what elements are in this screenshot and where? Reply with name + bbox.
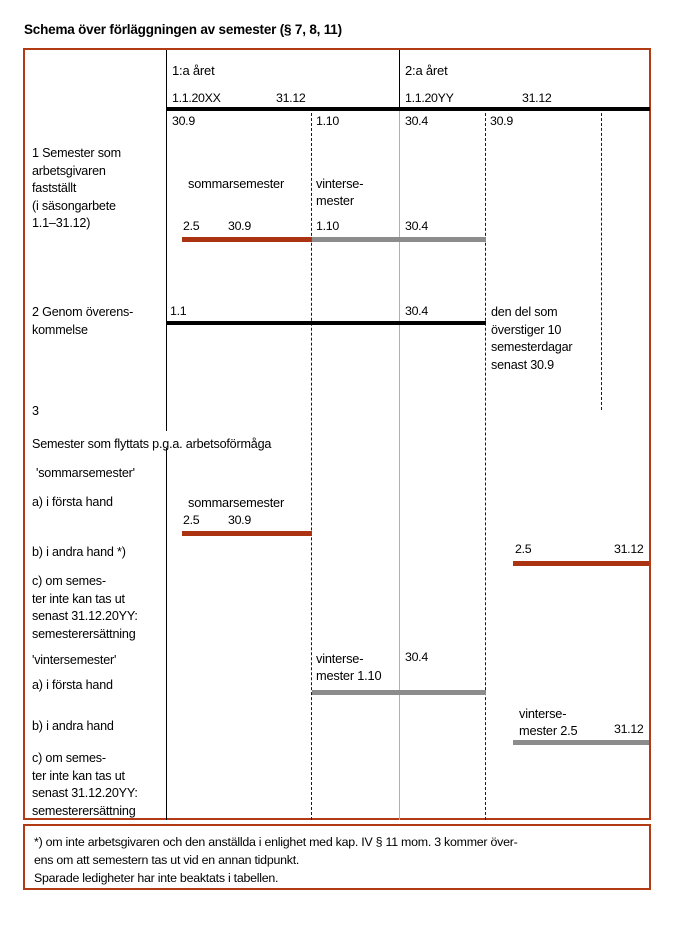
row3-summer-c-line-2: senast 31.12.20YY: bbox=[32, 609, 138, 623]
row2-label-line1: 2 Genom överens- bbox=[32, 305, 134, 319]
column-divider-dashed-3 bbox=[601, 108, 602, 410]
row1-mark-2: 30.4 bbox=[405, 114, 428, 128]
column-divider-dashed-1 bbox=[311, 108, 312, 820]
row2-bar-end: 30.4 bbox=[405, 304, 428, 318]
timeline-axis bbox=[166, 107, 650, 111]
schedule-figure bbox=[23, 48, 651, 820]
row3-summer-a-label: a) i första hand bbox=[32, 495, 113, 509]
row3-winter-c-line-1: ter inte kan tas ut bbox=[32, 768, 125, 783]
row3-winter-b-bar bbox=[513, 740, 649, 745]
column-divider-dashed-2 bbox=[485, 108, 486, 820]
row2-note-line-1: överstiger 10 bbox=[491, 322, 562, 337]
footnote-line-2: ens om att semestern tas ut vid en annan tidpunkt. bbox=[34, 853, 300, 867]
row2-label-line2: kommelse bbox=[32, 322, 88, 337]
row2-bar-start: 1.1 bbox=[170, 304, 187, 318]
footnote-line-3: Sparade ledigheter har inte beaktats i tabellen. bbox=[34, 871, 279, 885]
row3-summer-c-line-3: semesterersättning bbox=[32, 626, 136, 641]
row3-winter-group-label: 'vintersemester' bbox=[32, 653, 117, 667]
row3-summer-b-label: b) i andra hand *) bbox=[32, 545, 126, 559]
footnote-line-1: *) om inte arbetsgivaren och den anställda i enlighet med kap. IV § 11 mom. 3 kommer över- bbox=[34, 835, 518, 849]
row3-winter-b-bar-name-line1: vinterse- bbox=[519, 706, 567, 721]
row1-winter-bar bbox=[312, 237, 486, 242]
footnote-box bbox=[23, 824, 651, 890]
column-divider-labels-bottom bbox=[166, 448, 167, 820]
row3-winter-b-end: 31.12 bbox=[614, 722, 644, 736]
year1-label: 1:a året bbox=[172, 63, 215, 78]
row1-winter-end: 30.4 bbox=[405, 219, 428, 233]
row1-label-line-2: fastställt bbox=[32, 181, 77, 195]
row1-winter-bar-name-line2: mester bbox=[316, 193, 354, 208]
row3-winter-c-line-0: c) om semes- bbox=[32, 751, 106, 765]
row3-summer-group-label: 'sommarsemester' bbox=[36, 466, 135, 480]
row1-mark-1: 1.10 bbox=[316, 114, 339, 128]
row3-summer-a-start: 2.5 bbox=[183, 513, 200, 527]
row1-label-line-0: 1 Semester som bbox=[32, 146, 121, 160]
row2-note-line-3: senast 30.9 bbox=[491, 357, 554, 372]
row1-mark-3: 30.9 bbox=[490, 114, 513, 128]
row3-winter-b-label: b) i andra hand bbox=[32, 719, 114, 733]
row3-heading: Semester som flyttats p.g.a. arbetsoförmåga bbox=[32, 437, 272, 451]
row3-winter-a-bar-name-line2: mester 1.10 bbox=[316, 668, 382, 683]
row3-winter-c-line-3: semesterersättning bbox=[32, 803, 136, 818]
row3-summer-c-line-1: ter inte kan tas ut bbox=[32, 591, 125, 606]
year2-label: 2:a året bbox=[405, 63, 448, 78]
row1-label-line-3: (i säsongarbete bbox=[32, 198, 116, 213]
row2-note-line-0: den del som bbox=[491, 305, 558, 319]
row3-summer-b-bar bbox=[513, 561, 649, 566]
row1-mark-0: 30.9 bbox=[172, 114, 195, 128]
page-title: Schema över förläggningen av semester (§ 7, 8, 11) bbox=[24, 22, 342, 37]
row3-summer-b-start: 2.5 bbox=[515, 542, 532, 556]
row1-winter-start: 1.10 bbox=[316, 219, 339, 233]
row3-summer-c-line-0: c) om semes- bbox=[32, 574, 106, 588]
row2-note-line-2: semesterdagar bbox=[491, 340, 573, 354]
row3-winter-c-line-2: senast 31.12.20YY: bbox=[32, 786, 138, 800]
row1-summer-bar bbox=[182, 237, 312, 242]
year2-end-date: 31.12 bbox=[522, 91, 552, 105]
year2-start-date: 1.1.20YY bbox=[405, 91, 454, 105]
row2-agreement-bar bbox=[166, 321, 486, 325]
column-divider-labels-top bbox=[166, 50, 167, 409]
row3-summer-b-end: 31.12 bbox=[614, 542, 644, 556]
row3-winter-a-end: 30.4 bbox=[405, 650, 428, 664]
row3-winter-b-bar-name-line2: mester 2.5 bbox=[519, 723, 578, 738]
column-divider-labels-mid bbox=[166, 409, 167, 431]
row3-summer-a-bar-name: sommarsemester bbox=[188, 495, 285, 510]
row3-summer-a-bar bbox=[182, 531, 312, 536]
row3-winter-a-bar bbox=[312, 690, 486, 695]
row1-summer-start: 2.5 bbox=[183, 219, 200, 233]
row1-summer-end: 30.9 bbox=[228, 219, 251, 233]
column-divider-year-header bbox=[399, 50, 400, 107]
row3-summer-a-end: 30.9 bbox=[228, 513, 251, 527]
column-divider-quarter bbox=[399, 110, 400, 820]
row1-winter-bar-name-line1: vinterse- bbox=[316, 176, 364, 191]
year1-start-date: 1.1.20XX bbox=[172, 91, 221, 105]
row1-label-line-1: arbetsgivaren bbox=[32, 163, 106, 178]
row3-winter-a-bar-name-line1: vinterse- bbox=[316, 651, 364, 666]
year1-end-date: 31.12 bbox=[276, 91, 306, 105]
row3-number: 3 bbox=[32, 404, 39, 418]
row1-summer-bar-name: sommarsemester bbox=[188, 176, 285, 191]
row1-label-line-4: 1.1–31.12) bbox=[32, 216, 91, 230]
row3-winter-a-label: a) i första hand bbox=[32, 678, 113, 692]
